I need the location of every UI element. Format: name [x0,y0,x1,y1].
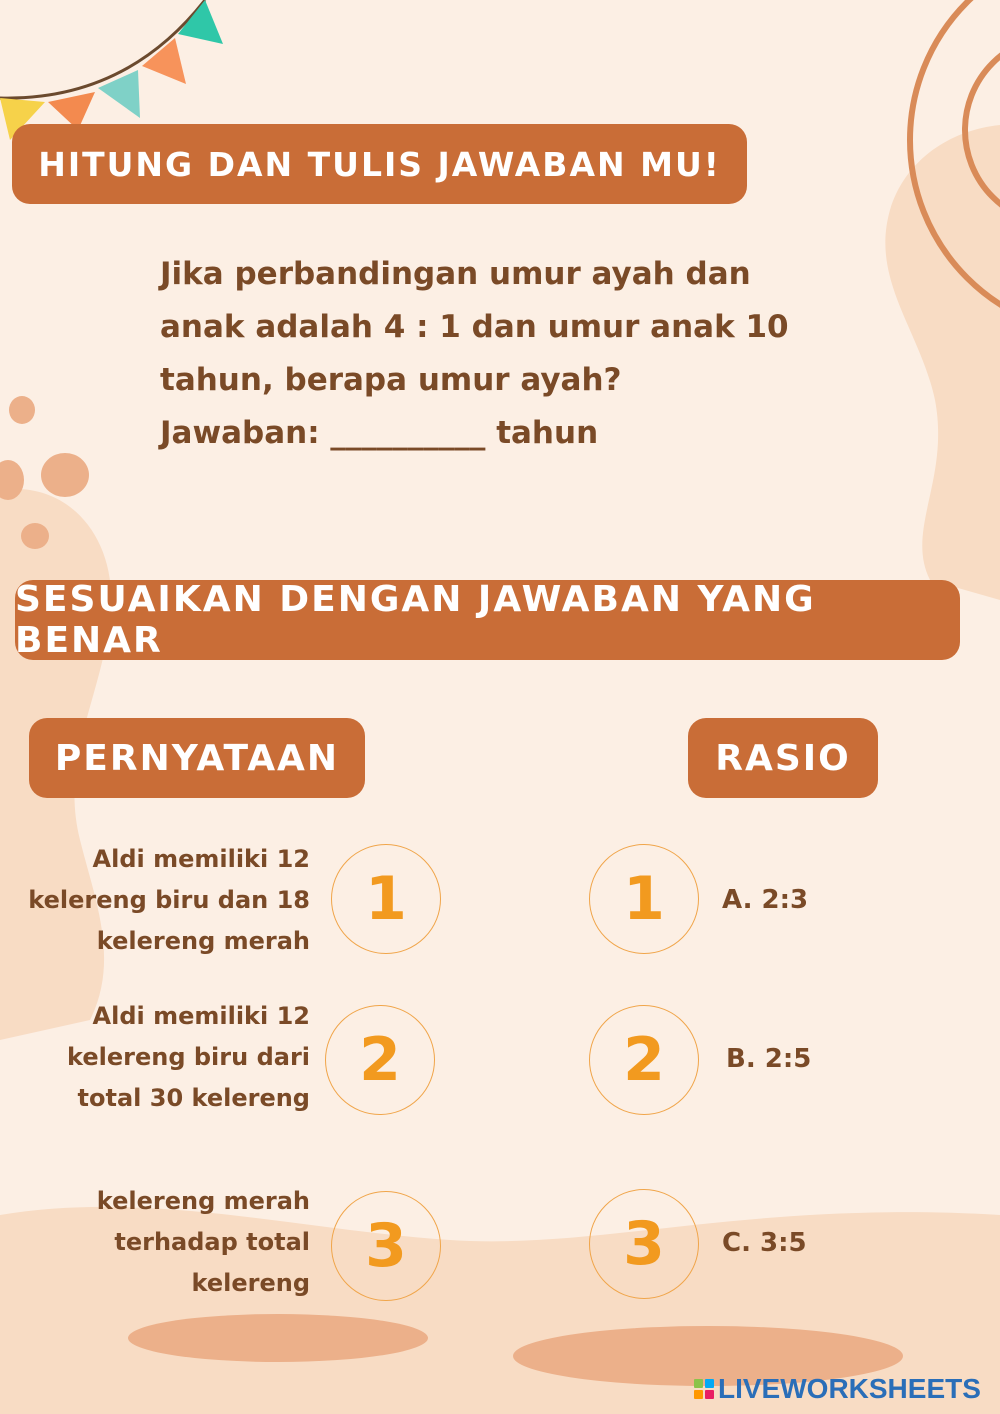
logo-blocks-icon [694,1379,714,1399]
column-title-statements-label: PERNYATAAN [54,737,340,779]
bunting-flag [98,70,140,118]
statement-line: kelereng merah [96,927,310,955]
heading-match-answers-label: SESUAIKAN DENGAN JAWABAN YANG BENAR [15,579,816,661]
heading-count-and-write-label: HITUNG DAN TULIS JAWABAN MU! [38,144,721,184]
column-title-ratio [688,718,878,798]
dot [9,396,35,424]
bottom-ellipse-left [128,1314,428,1362]
question-line: anak adalah 4 : 1 dan umur anak 10 [160,309,789,345]
statement-line: terhadap total [114,1228,310,1256]
statement-line: kelereng biru dan 18 [28,886,310,914]
answer-line [160,407,840,460]
statement-line: Aldi memiliki 12 [92,845,310,873]
statement-line: kelereng biru dari [67,1043,310,1071]
dot [21,523,49,549]
answer-blank[interactable]: __________ [330,415,486,451]
statement-3-match-node[interactable]: 3 [331,1191,441,1301]
answer-unit: tahun [496,415,599,451]
question-line: Jika perbandingan umur ayah dan [160,256,751,292]
statement-1 [0,839,310,962]
statement-2-match-node[interactable]: 2 [325,1005,435,1115]
statement-1-match-node[interactable]: 1 [331,844,441,954]
statement-3 [0,1181,310,1304]
column-title-ratio-label: RASIO [715,737,851,779]
statement-2 [0,996,310,1119]
ratio-3-match-node[interactable]: 3 [589,1189,699,1299]
dot [41,453,89,497]
heading-match-answers [15,580,960,660]
ratio-option-a: A. 2:3 [722,885,809,915]
ratio-option-b: B. 2:5 [726,1044,812,1074]
column-title-statements [29,718,365,798]
statement-line: kelereng merah [96,1187,310,1215]
question-line: tahun, berapa umur ayah? [160,362,622,398]
ratio-1-match-node[interactable]: 1 [589,844,699,954]
heading-count-and-write [12,124,747,204]
liveworksheets-logo [694,1373,981,1405]
statement-line: kelereng [191,1269,310,1297]
right-blob [885,125,1000,600]
statement-line: total 30 kelereng [77,1084,310,1112]
logo-text: LIVEWORKSHEETS [718,1373,981,1404]
statement-line: Aldi memiliki 12 [92,1002,310,1030]
bunting-flag [142,38,186,84]
answer-label: Jawaban: [160,415,320,451]
ratio-2-match-node[interactable]: 2 [589,1005,699,1115]
question-text [160,248,840,460]
ratio-option-c: C. 3:5 [722,1228,807,1258]
